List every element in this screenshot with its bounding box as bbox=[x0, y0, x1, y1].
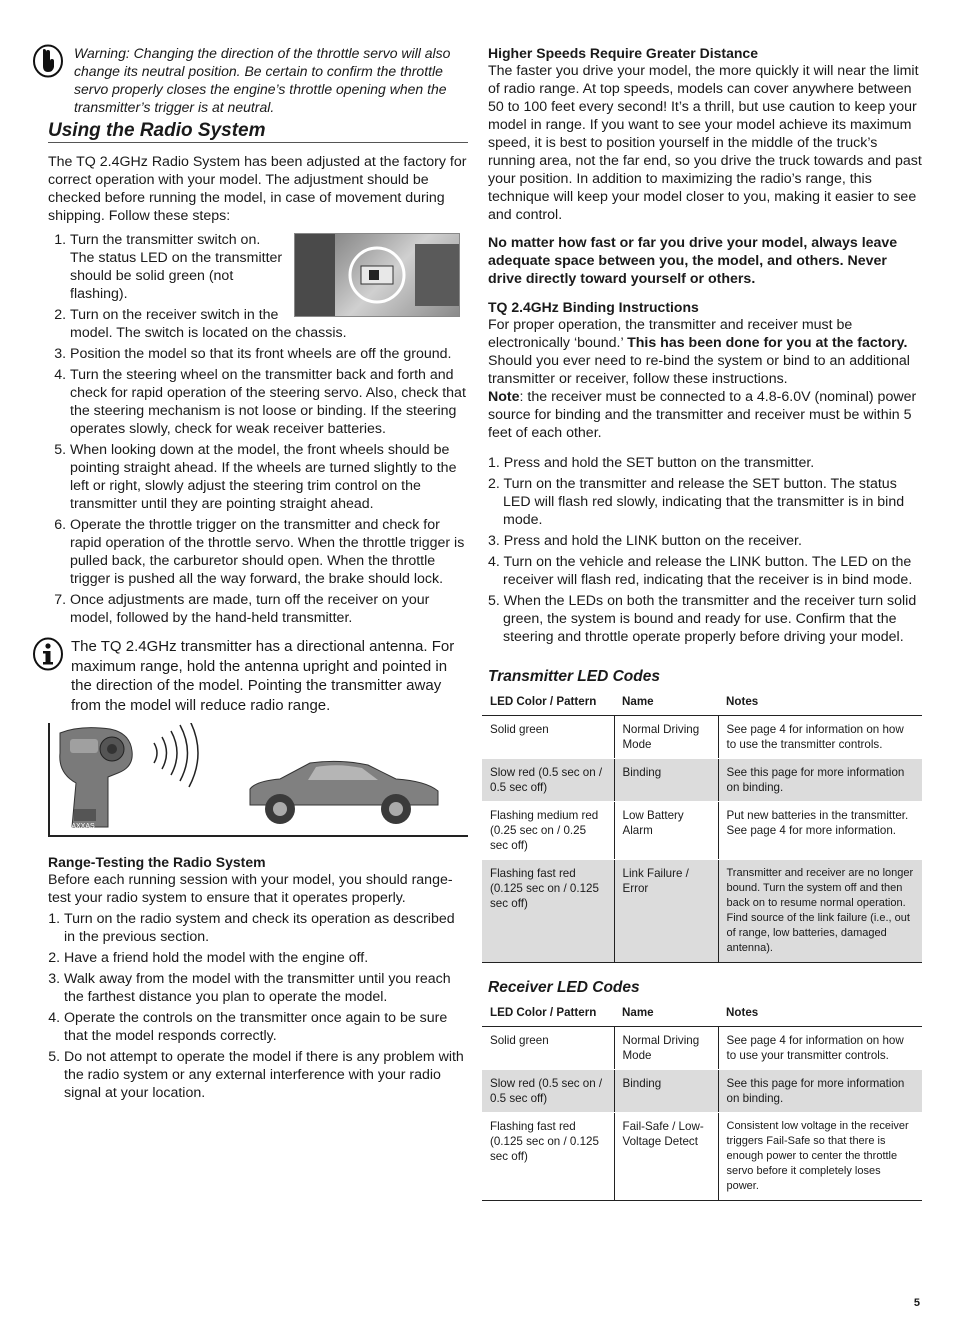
list-item bbox=[64, 949, 468, 967]
binding-intro-a: For proper operation, the transmitter and receiver must be electronically ‘bound.’ bbox=[488, 317, 853, 351]
warning-hand-icon bbox=[32, 44, 64, 78]
list-item bbox=[70, 366, 468, 438]
list-item bbox=[64, 1048, 468, 1102]
page-number: 5 bbox=[913, 1297, 920, 1309]
cell-pattern: Flashing medium red (0.25 sec on / 0.25 sec off) bbox=[482, 802, 614, 860]
table-header-row bbox=[482, 999, 922, 1027]
binding-intro-bold: This has been done for you at the factory. bbox=[627, 335, 908, 351]
list-item bbox=[488, 553, 924, 589]
cell-name: Low Battery Alarm bbox=[614, 802, 718, 860]
binding-note-text: : the receiver must be connected to a 4.8-6.0V (nominal) power source for binding and the transmitter and receiver must be within 5 feet of each other. bbox=[488, 389, 917, 441]
radio-intro: The TQ 2.4GHz Radio System has been adjusted at the factory for correct operation with your model. The adjustment should be checked before running the model, in case of movement during shipping. Follow these steps: bbox=[48, 154, 467, 224]
cell-notes: Transmitter and receiver are no longer bound. Turn the system off and then back on to resume normal operation. Find source of the link failure (i.e., out of range, low batteries, damaged antenna). bbox=[718, 860, 922, 963]
list-item bbox=[70, 441, 468, 513]
transmitter-truck-drawing bbox=[50, 723, 468, 835]
range-steps-list bbox=[48, 910, 468, 1102]
binding-step-1: 1. Press and hold the SET button on the transmitter. bbox=[488, 455, 815, 471]
radio-step-3: Position the model so that its front wheels are off the ground. bbox=[70, 346, 452, 362]
range-intro: Before each running session with your model, you should range-test your radio system to ensure that it operates properly. bbox=[48, 872, 453, 906]
cell-name: Normal Driving Mode bbox=[614, 716, 718, 759]
binding-steps-list bbox=[488, 454, 924, 646]
cell-name: Link Failure / Error bbox=[614, 860, 718, 963]
table-row bbox=[482, 759, 922, 802]
cell-notes: See this page for more information on binding. bbox=[718, 1070, 922, 1113]
transmitter-logo: TRAXXAS bbox=[62, 823, 95, 830]
receiver-led-table bbox=[482, 999, 922, 1201]
receiver-led-title: Receiver LED Codes bbox=[488, 979, 640, 996]
table-row bbox=[482, 1070, 922, 1113]
col-header-name: Name bbox=[614, 688, 718, 716]
radio-step-4: Turn the steering wheel on the transmitter back and forth and check for rapid operation of the steering servo. Also, check that the steering mechanism is not loose or binding. If the steering operates slowly, check for weak receiver batteries. bbox=[70, 367, 466, 437]
transmitter-led-table bbox=[482, 688, 922, 963]
binding-note-label: Note bbox=[488, 389, 520, 405]
transmitter-and-truck-illustration bbox=[48, 723, 468, 837]
radio-step-2: Turn on the receiver switch in the model. The switch is located on the chassis. bbox=[70, 307, 347, 341]
table-row bbox=[482, 1113, 922, 1201]
list-item bbox=[64, 910, 468, 946]
list-item bbox=[64, 970, 468, 1006]
warning-text: Changing the direction of the throttle servo will also change its neutral position. Be certain to confirm the throttle servo properly closes the engine’s throttle opening when the transmitter’s trigger is at neutral. bbox=[74, 45, 451, 115]
receiver-switch-photo bbox=[294, 233, 460, 317]
list-item bbox=[70, 516, 468, 588]
radio-step-7: Once adjustments are made, turn off the receiver on your model, followed by the hand-held transmitter. bbox=[70, 592, 430, 626]
cell-pattern: Flashing fast red (0.125 sec on / 0.125 sec off) bbox=[482, 1113, 614, 1201]
table-row bbox=[482, 802, 922, 860]
radio-steps-list bbox=[48, 231, 468, 627]
list-item bbox=[488, 592, 924, 646]
col-header-notes: Notes bbox=[718, 999, 922, 1027]
radio-step-1: Turn the transmitter switch on. The status LED on the transmitter should be solid green (not flashing). bbox=[70, 232, 283, 302]
warning-label: Warning: bbox=[74, 45, 130, 61]
cell-name: Fail-Safe / Low-Voltage Detect bbox=[614, 1113, 718, 1201]
switch-image bbox=[295, 234, 459, 316]
binding-section-title: TQ 2.4GHz Binding Instructions bbox=[488, 299, 699, 315]
cell-notes: See page 4 for information on how to use the transmitter controls. bbox=[718, 716, 922, 759]
antenna-tip-text: The TQ 2.4GHz transmitter has a directional antenna. For maximum range, hold the antenna upright and pointed in the direction of the model. Pointing the transmitter away from the model will reduce radio range. bbox=[71, 638, 455, 714]
cell-pattern: Slow red (0.5 sec on / 0.5 sec off) bbox=[482, 759, 614, 802]
warning-note bbox=[48, 44, 468, 116]
col-header-pattern: LED Color / Pattern bbox=[482, 688, 614, 716]
cell-notes: Put new batteries in the transmitter. See page 4 for more information. bbox=[718, 802, 922, 860]
binding-step-4: 4. Turn on the vehicle and release the LINK button. The LED on the receiver will flash red, indicating that the receiver is in bind mode. bbox=[488, 554, 913, 588]
cell-notes: Consistent low voltage in the receiver triggers Fail-Safe so that there is enough power to center the throttle servo before it completely loses power. bbox=[718, 1113, 922, 1201]
binding-step-3: 3. Press and hold the LINK button on the receiver. bbox=[488, 533, 802, 549]
cell-notes: See this page for more information on binding. bbox=[718, 759, 922, 802]
cell-pattern: Solid green bbox=[482, 1027, 614, 1070]
left-column bbox=[48, 44, 468, 1108]
antenna-tip bbox=[48, 637, 468, 715]
right-column bbox=[488, 44, 924, 1201]
list-item bbox=[70, 591, 468, 627]
binding-intro bbox=[488, 316, 924, 442]
cell-name: Binding bbox=[614, 1070, 718, 1113]
range-step-5: Do not attempt to operate the model if there is any problem with the radio system or any external interference with your radio signal at your location. bbox=[64, 1049, 464, 1101]
cell-pattern: Slow red (0.5 sec on / 0.5 sec off) bbox=[482, 1070, 614, 1113]
list-item bbox=[488, 454, 924, 472]
range-step-3: Walk away from the model with the transmitter until you reach the farthest distance you plan to operate the model. bbox=[64, 971, 451, 1005]
radio-section-title: Using the Radio System bbox=[48, 122, 468, 143]
table-header-row bbox=[482, 688, 922, 716]
list-item bbox=[70, 345, 468, 363]
speed-body: The faster you drive your model, the more quickly it will near the limit of radio range. At top speeds, models can cover anywhere between 50 to 100 feet every second! It’s a thrill, but use caution to keep your model in range. If you want to see your model achieve its maximum speed, it is best to position yourself in the middle of the truck’s running area, not the far end, so you drive the truck towards and past your position. In addition to maximizing the radio’s range, this technique will keep your model closer to you, making it easier to see and control. bbox=[488, 63, 922, 223]
list-item bbox=[64, 1009, 468, 1045]
cell-notes: See page 4 for information on how to use your transmitter controls. bbox=[718, 1027, 922, 1070]
binding-step-5: 5. When the LEDs on both the transmitter and the receiver turn solid green, the system is bound and ready for use. Confirm that the steering and throttle operate properly before driving your model. bbox=[488, 593, 917, 645]
cell-name: Normal Driving Mode bbox=[614, 1027, 718, 1070]
list-item bbox=[488, 532, 924, 550]
cell-pattern: Solid green bbox=[482, 716, 614, 759]
cell-pattern: Flashing fast red (0.125 sec on / 0.125 sec off) bbox=[482, 860, 614, 963]
speed-bold-warning: No matter how fast or far you drive your model, always leave adequate space between you, the model, and others. Never drive directly toward yourself or others. bbox=[488, 235, 898, 287]
cell-name: Binding bbox=[614, 759, 718, 802]
col-header-notes: Notes bbox=[718, 688, 922, 716]
range-section-title: Range-Testing the Radio System bbox=[48, 854, 266, 870]
col-header-name: Name bbox=[614, 999, 718, 1027]
binding-intro-b: Should you ever need to re-bind the system or bind to an additional transmitter or receiver, follow these instructions. bbox=[488, 353, 910, 387]
binding-step-2: 2. Turn on the transmitter and release the SET button. The status LED will flash red slowly, indicating that the transmitter is in bind mode. bbox=[488, 476, 905, 528]
table-row bbox=[482, 860, 922, 963]
radio-step-6: Operate the throttle trigger on the transmitter and check for rapid operation of the throttle servo. When the throttle trigger is pulled back, the carburetor should open. When the throttle trigger is pushed all the way forward, the brake should lock. bbox=[70, 517, 465, 587]
list-item bbox=[488, 475, 924, 529]
table-row bbox=[482, 716, 922, 759]
radio-step-5: When looking down at the model, the front wheels should be pointing straight ahead. If the wheels are turned slightly to the left or right, slowly adjust the steering trim control on the transmitter until they are pointing straight ahead. bbox=[70, 442, 457, 512]
col-header-pattern: LED Color / Pattern bbox=[482, 999, 614, 1027]
table-row bbox=[482, 1027, 922, 1070]
list-item bbox=[70, 231, 468, 303]
speed-section-title: Higher Speeds Require Greater Distance bbox=[488, 45, 758, 61]
range-step-4: Operate the controls on the transmitter once again to be sure that the model responds correctly. bbox=[64, 1010, 448, 1044]
transmitter-led-title: Transmitter LED Codes bbox=[488, 668, 660, 685]
range-step-2: Have a friend hold the model with the engine off. bbox=[64, 950, 369, 966]
range-step-1: Turn on the radio system and check its operation as described in the previous section. bbox=[64, 911, 455, 945]
info-icon bbox=[32, 637, 64, 671]
